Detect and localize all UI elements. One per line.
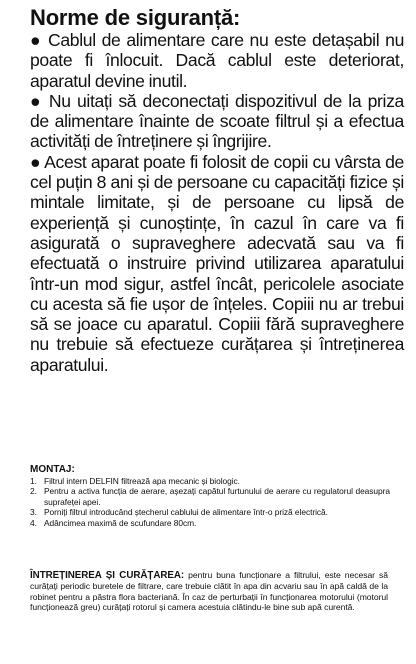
montaj-item-number: 3.: [30, 507, 37, 518]
safety-item: [30, 91, 404, 152]
montaj-item-number: 1.: [30, 476, 37, 486]
safety-item-text: Acest aparat poate fi folosit de copii cu vârsta de cel puțin 8 ani și de persoane cu capacități fizice și mintale limitate, și de persoane cu lipsă de experiență și cunoștințe, în cazul în care va fi asigurată o supraveghere adecvată sau va fi efectuată o instruire privind utilizarea aparatului într-un mod sigur, astfel încât, pericolele asociate cu acesta să fie ușor de înțeles. Copiii nu ar trebui să se joace cu aparatul. Copiii fără supraveghere nu trebuie să efectueze curățarea și întreținerea aparatului.: [30, 151, 404, 375]
safety-item-text: Nu uitați să deconectați dispozitivul de la priza de alimentare înainte de scoate filtrul și a efectua activități de întreținere și îngrijire.: [30, 90, 404, 152]
safety-item: [30, 152, 404, 375]
montaj-item: [30, 518, 390, 528]
safety-rules: [30, 30, 404, 375]
montaj-item-text: Pentru a activa funcția de aerare, așezați capătul furtunului de aerare cu regulatorul deasupra suprafeței apei.: [44, 486, 390, 507]
montaj-item-text: Filtrul intern DELFIN filtrează apa mecanic și biologic.: [44, 476, 240, 486]
bullet-icon: ●: [30, 151, 41, 172]
montaj-heading: MONTAJ:: [30, 464, 75, 475]
bullet-icon: ●: [30, 90, 43, 111]
care-heading: ÎNTREȚINEREA ȘI CURĂȚAREA:: [30, 570, 185, 581]
bullet-icon: ●: [30, 30, 43, 50]
safety-item-text: Cablul de alimentare care nu este detașabil nu poate fi înlocuit. Dacă cablul este deteriorat, aparatul devine inutil.: [30, 30, 404, 91]
montaj-item: [30, 476, 390, 486]
montaj-item-text: Adâncimea maximă de scufundare 80cm.: [44, 517, 197, 528]
montaj-item: [30, 507, 390, 517]
care-text: pentru buna funcționare a filtrului, este necesar să curățați periodic buretele de filtrare, care trebuie clătit în apa din acvariu sau în apă caldă de la robinet pentru a păstra flora bacteriană. În caz de perturbații în funcționarea motorului (motorul funcționează greu) curățați rotorul și camera acestuia clătindu-le bine sub apă curentă.: [30, 570, 389, 612]
safety-item: [30, 30, 404, 91]
montaj-item-number: 2.: [30, 486, 37, 497]
montaj-section: [30, 464, 390, 528]
montaj-item-number: 4.: [30, 517, 37, 528]
montaj-item: [30, 486, 390, 507]
montaj-list: [30, 476, 390, 528]
care-section: [30, 570, 388, 612]
safety-title: Norme de siguranță:: [30, 5, 241, 30]
montaj-item-text: Porniți filtrul introducând ștecherul cablului de alimentare într-o priză electrică.: [44, 507, 328, 518]
